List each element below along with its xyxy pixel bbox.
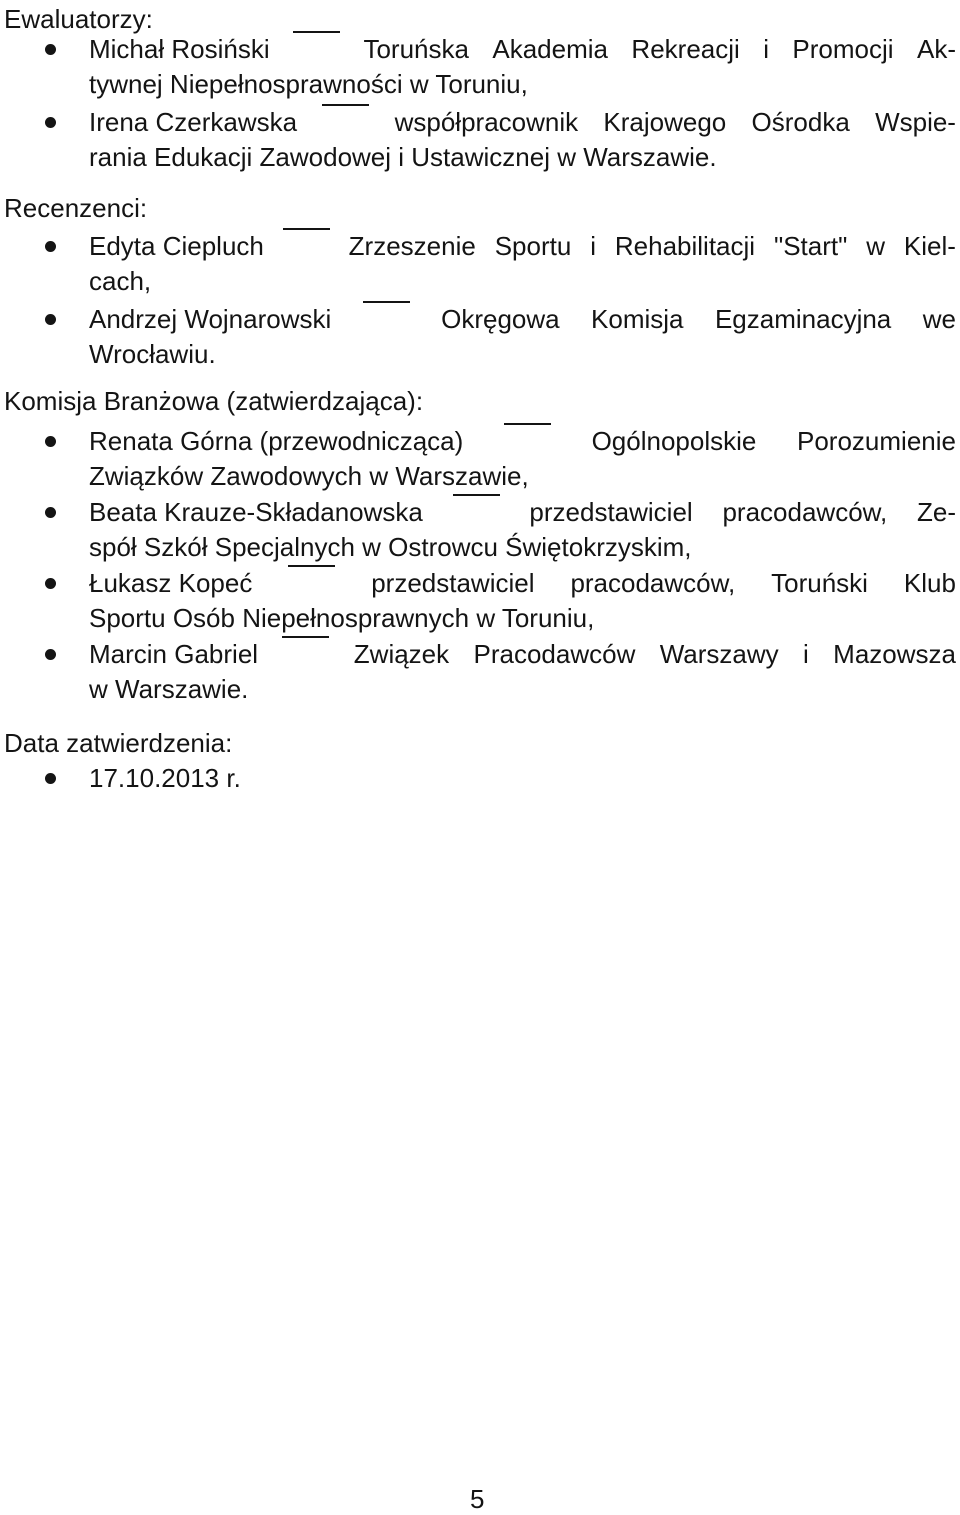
evaluators-heading: Ewaluatorzy: bbox=[4, 4, 153, 34]
approval-date-value: 17.10.2013 r. bbox=[89, 763, 241, 793]
word: współpracownik bbox=[394, 107, 579, 137]
commission-item-krauze bbox=[89, 495, 956, 564]
word: przedstawiciel bbox=[529, 497, 693, 527]
commission-item-line1 bbox=[89, 495, 956, 530]
word: Okręgowa bbox=[441, 304, 560, 334]
word: Toruńska bbox=[363, 34, 469, 64]
dash-separator bbox=[363, 301, 410, 303]
page-number: 5 bbox=[470, 1484, 485, 1514]
person-name: Renata Górna (przewodnicząca) bbox=[89, 426, 464, 456]
person-name: Andrzej Wojnarowski bbox=[89, 304, 332, 334]
reviewer-item-line1 bbox=[89, 302, 956, 337]
dash-separator bbox=[453, 494, 500, 496]
word: Ak- bbox=[916, 34, 956, 64]
bullet-icon bbox=[45, 314, 56, 325]
word: Promocji bbox=[792, 34, 894, 64]
commission-item-line2: Sportu Osób Niepełnosprawnych w Toruniu, bbox=[89, 602, 595, 633]
bullet-icon bbox=[45, 436, 56, 447]
bullet-icon bbox=[45, 649, 56, 660]
approval-date-item bbox=[89, 761, 956, 796]
word: Ze- bbox=[917, 497, 956, 527]
reviewer-item-line2: cach, bbox=[89, 265, 152, 296]
word: Kiel- bbox=[903, 231, 956, 261]
word: Komisja bbox=[591, 304, 684, 334]
word: Sportu bbox=[494, 231, 572, 261]
word: "Start" bbox=[773, 231, 848, 261]
word: Krajowego bbox=[603, 107, 727, 137]
word: Porozumienie bbox=[797, 426, 956, 456]
bullet-icon bbox=[45, 241, 56, 252]
reviewers-heading: Recenzenci: bbox=[4, 193, 148, 223]
evaluator-item-czerkawska bbox=[89, 105, 956, 174]
bullet-icon bbox=[45, 507, 56, 518]
commission-item-line2: w Warszawie. bbox=[89, 673, 249, 704]
commission-item-line1 bbox=[89, 566, 956, 601]
reviewer-item-ciepluch bbox=[89, 229, 956, 298]
approval-date-heading: Data zatwierdzenia: bbox=[4, 728, 233, 758]
word: Związek bbox=[353, 639, 450, 669]
person-name: Łukasz Kopeć bbox=[89, 568, 253, 598]
dash-separator bbox=[282, 636, 329, 638]
bullet-icon bbox=[45, 773, 56, 784]
bullet-icon bbox=[45, 44, 56, 55]
bullet-icon bbox=[45, 578, 56, 589]
word: Rekreacji bbox=[631, 34, 740, 64]
commission-item-line2: Związków Zawodowych w Warszawie, bbox=[89, 460, 529, 491]
dash-separator bbox=[283, 228, 330, 230]
bullet-icon bbox=[45, 117, 56, 128]
word: i bbox=[590, 231, 596, 261]
word: we bbox=[922, 304, 956, 334]
word: Egzaminacyjna bbox=[714, 304, 892, 334]
commission-item-gabriel bbox=[89, 637, 956, 706]
word: Toruński bbox=[771, 568, 868, 598]
word: Pracodawców bbox=[473, 639, 636, 669]
word: i bbox=[763, 34, 769, 64]
word: pracodawców, bbox=[722, 497, 888, 527]
reviewer-item-line1 bbox=[89, 229, 956, 264]
word: w bbox=[866, 231, 886, 261]
dash-separator bbox=[293, 31, 340, 33]
word: Zrzeszenie bbox=[348, 231, 476, 261]
person-name: Marcin Gabriel bbox=[89, 639, 259, 669]
person-name: Beata Krauze-Składanowska bbox=[89, 497, 423, 527]
person-name: Irena Czerkawska bbox=[89, 107, 298, 137]
word: Rehabilitacji bbox=[614, 231, 756, 261]
commission-item-line1 bbox=[89, 424, 956, 459]
evaluator-item-line1 bbox=[89, 32, 956, 67]
word: i bbox=[803, 639, 809, 669]
dash-separator bbox=[504, 423, 551, 425]
word: Wspie- bbox=[875, 107, 956, 137]
word: przedstawiciel bbox=[371, 568, 535, 598]
evaluator-item-line2: tywnej Niepełnosprawności w Toruniu, bbox=[89, 68, 528, 99]
reviewer-item-line2: Wrocławiu. bbox=[89, 338, 216, 369]
person-name: Edyta Ciepluch bbox=[89, 231, 264, 261]
word: pracodawców, bbox=[570, 568, 736, 598]
word: Mazowsza bbox=[833, 639, 956, 669]
evaluator-item-line2: rania Edukacji Zawodowej i Ustawicznej w Warszawie. bbox=[89, 141, 717, 172]
evaluator-item-line1 bbox=[89, 105, 956, 140]
word: Warszawy bbox=[659, 639, 779, 669]
dash-separator bbox=[322, 104, 369, 106]
word: Ogólnopolskie bbox=[591, 426, 757, 456]
word: Akademia bbox=[492, 34, 608, 64]
commission-item-kopec bbox=[89, 566, 956, 635]
reviewer-item-wojnarowski bbox=[89, 302, 956, 371]
commission-item-gorna bbox=[89, 424, 956, 493]
person-name: Michał Rosiński bbox=[89, 34, 270, 64]
commission-item-line1 bbox=[89, 637, 956, 672]
dash-separator bbox=[288, 565, 335, 567]
evaluator-item-rosinski bbox=[89, 32, 956, 101]
word: Ośrodka bbox=[751, 107, 850, 137]
commission-heading: Komisja Branżowa (zatwierdzająca): bbox=[4, 386, 424, 416]
commission-item-line2: spół Szkół Specjalnych w Ostrowcu Świętokrzyskim, bbox=[89, 531, 692, 562]
word: Klub bbox=[903, 568, 956, 598]
